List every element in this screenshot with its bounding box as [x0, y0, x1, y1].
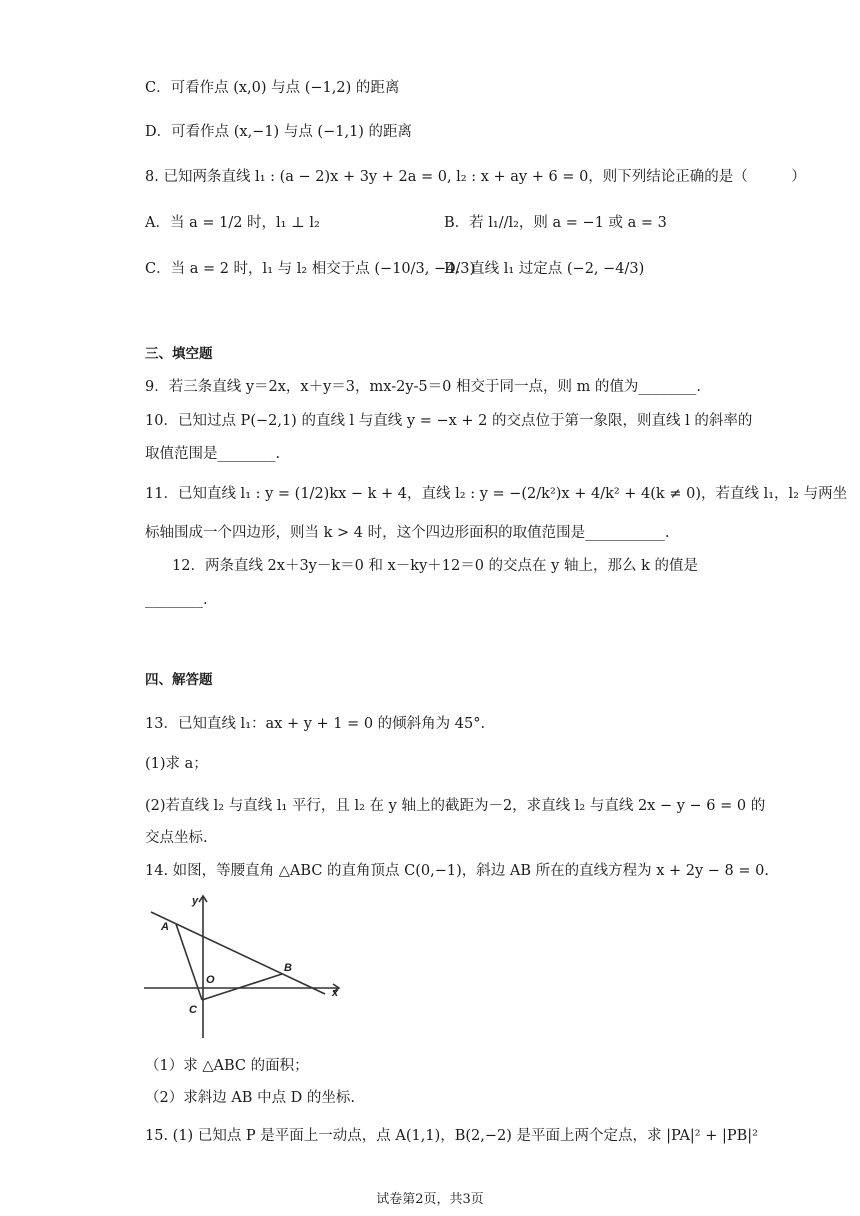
q8-option-c: C．当 a = 2 时，l₁ 与 l₂ 相交于点 (−10/3, −4/3)	[145, 261, 476, 277]
question-11-line1: 11．已知直线 l₁ : y = (1/2)kx − k + 4，直线 l₂ : y = −(2/k²)x + 4/k² + 4(k ≠ 0)，若直线 l₁，l₂ 与两坐	[145, 486, 848, 502]
question-12-line1: 12．两条直线 2x＋3y－k＝0 和 x－ky＋12＝0 的交点在 y 轴上，那么 k 的值是	[172, 558, 698, 574]
question-14-part1: （1）求 △ABC 的面积；	[145, 1058, 309, 1074]
origin-label: O	[206, 974, 215, 986]
section-heading-fill-in: 三、填空题	[145, 346, 213, 362]
point-b-label: B	[284, 962, 292, 974]
question-13-part2: (2)若直线 l₂ 与直线 l₁ 平行，且 l₂ 在 y 轴上的截距为－2，求直线 l₂ 与直线 2x − y − 6 = 0 的	[145, 798, 766, 814]
q8-option-d: D．直线 l₁ 过定点 (−2, −4/3)	[444, 261, 645, 277]
option-d-prev: D．可看作点 (x,−1) 与点 (−1,1) 的距离	[145, 124, 413, 140]
question-9: 9．若三条直线 y＝2x，x＋y＝3，mx-2y-5＝0 相交于同一点，则 m 的值为________.	[145, 379, 702, 395]
q8-option-b: B．若 l₁//l₂，则 a = −1 或 a = 3	[444, 215, 667, 231]
x-axis-label: x	[332, 987, 339, 999]
question-10-line2: 取值范围是________.	[145, 446, 281, 462]
option-c-prev: C．可看作点 (x,0) 与点 (−1,2) 的距离	[145, 80, 400, 96]
point-c-label: C	[189, 1004, 197, 1016]
question-10-line1: 10．已知过点 P(−2,1) 的直线 l 与直线 y = −x + 2 的交点位于第一象限，则直线 l 的斜率的	[145, 413, 753, 429]
triangle-figure	[143, 888, 355, 1040]
question-14-stem: 14. 如图，等腰直角 △ABC 的直角顶点 C(0,−1)，斜边 AB 所在的直线方程为 x + 2y − 8 = 0.	[145, 863, 769, 879]
question-13-stem: 13．已知直线 l₁：ax + y + 1 = 0 的倾斜角为 45°.	[145, 716, 486, 732]
line-ab	[151, 912, 325, 994]
question-13-part2-cont: 交点坐标.	[145, 830, 208, 846]
q8-option-a: A．当 a = 1/2 时，l₁ ⊥ l₂	[145, 215, 320, 231]
question-15-line1: 15. (1) 已知点 P 是平面上一动点，点 A(1,1)，B(2,−2) 是平面上两个定点，求 |PA|² + |PB|²	[145, 1128, 758, 1144]
question-8-stem: 8. 已知两条直线 l₁ : (a − 2)x + 3y + 2a = 0, l₂ : x + ay + 6 = 0，则下列结论正确的是（ ）	[145, 169, 806, 185]
y-axis-label: y	[192, 895, 199, 907]
point-a-label: A	[161, 921, 169, 933]
page-footer: 试卷第2页，共3页	[376, 1192, 484, 1207]
question-11-line2: 标轴围成一个四边形，则当 k > 4 时，这个四边形面积的取值范围是___________.	[145, 525, 670, 541]
section-heading-solutions: 四、解答题	[145, 672, 213, 688]
question-14-part2: （2）求斜边 AB 中点 D 的坐标.	[145, 1090, 356, 1106]
question-12-line2: ________.	[145, 592, 208, 608]
question-13-part1: (1)求 a；	[145, 756, 208, 772]
